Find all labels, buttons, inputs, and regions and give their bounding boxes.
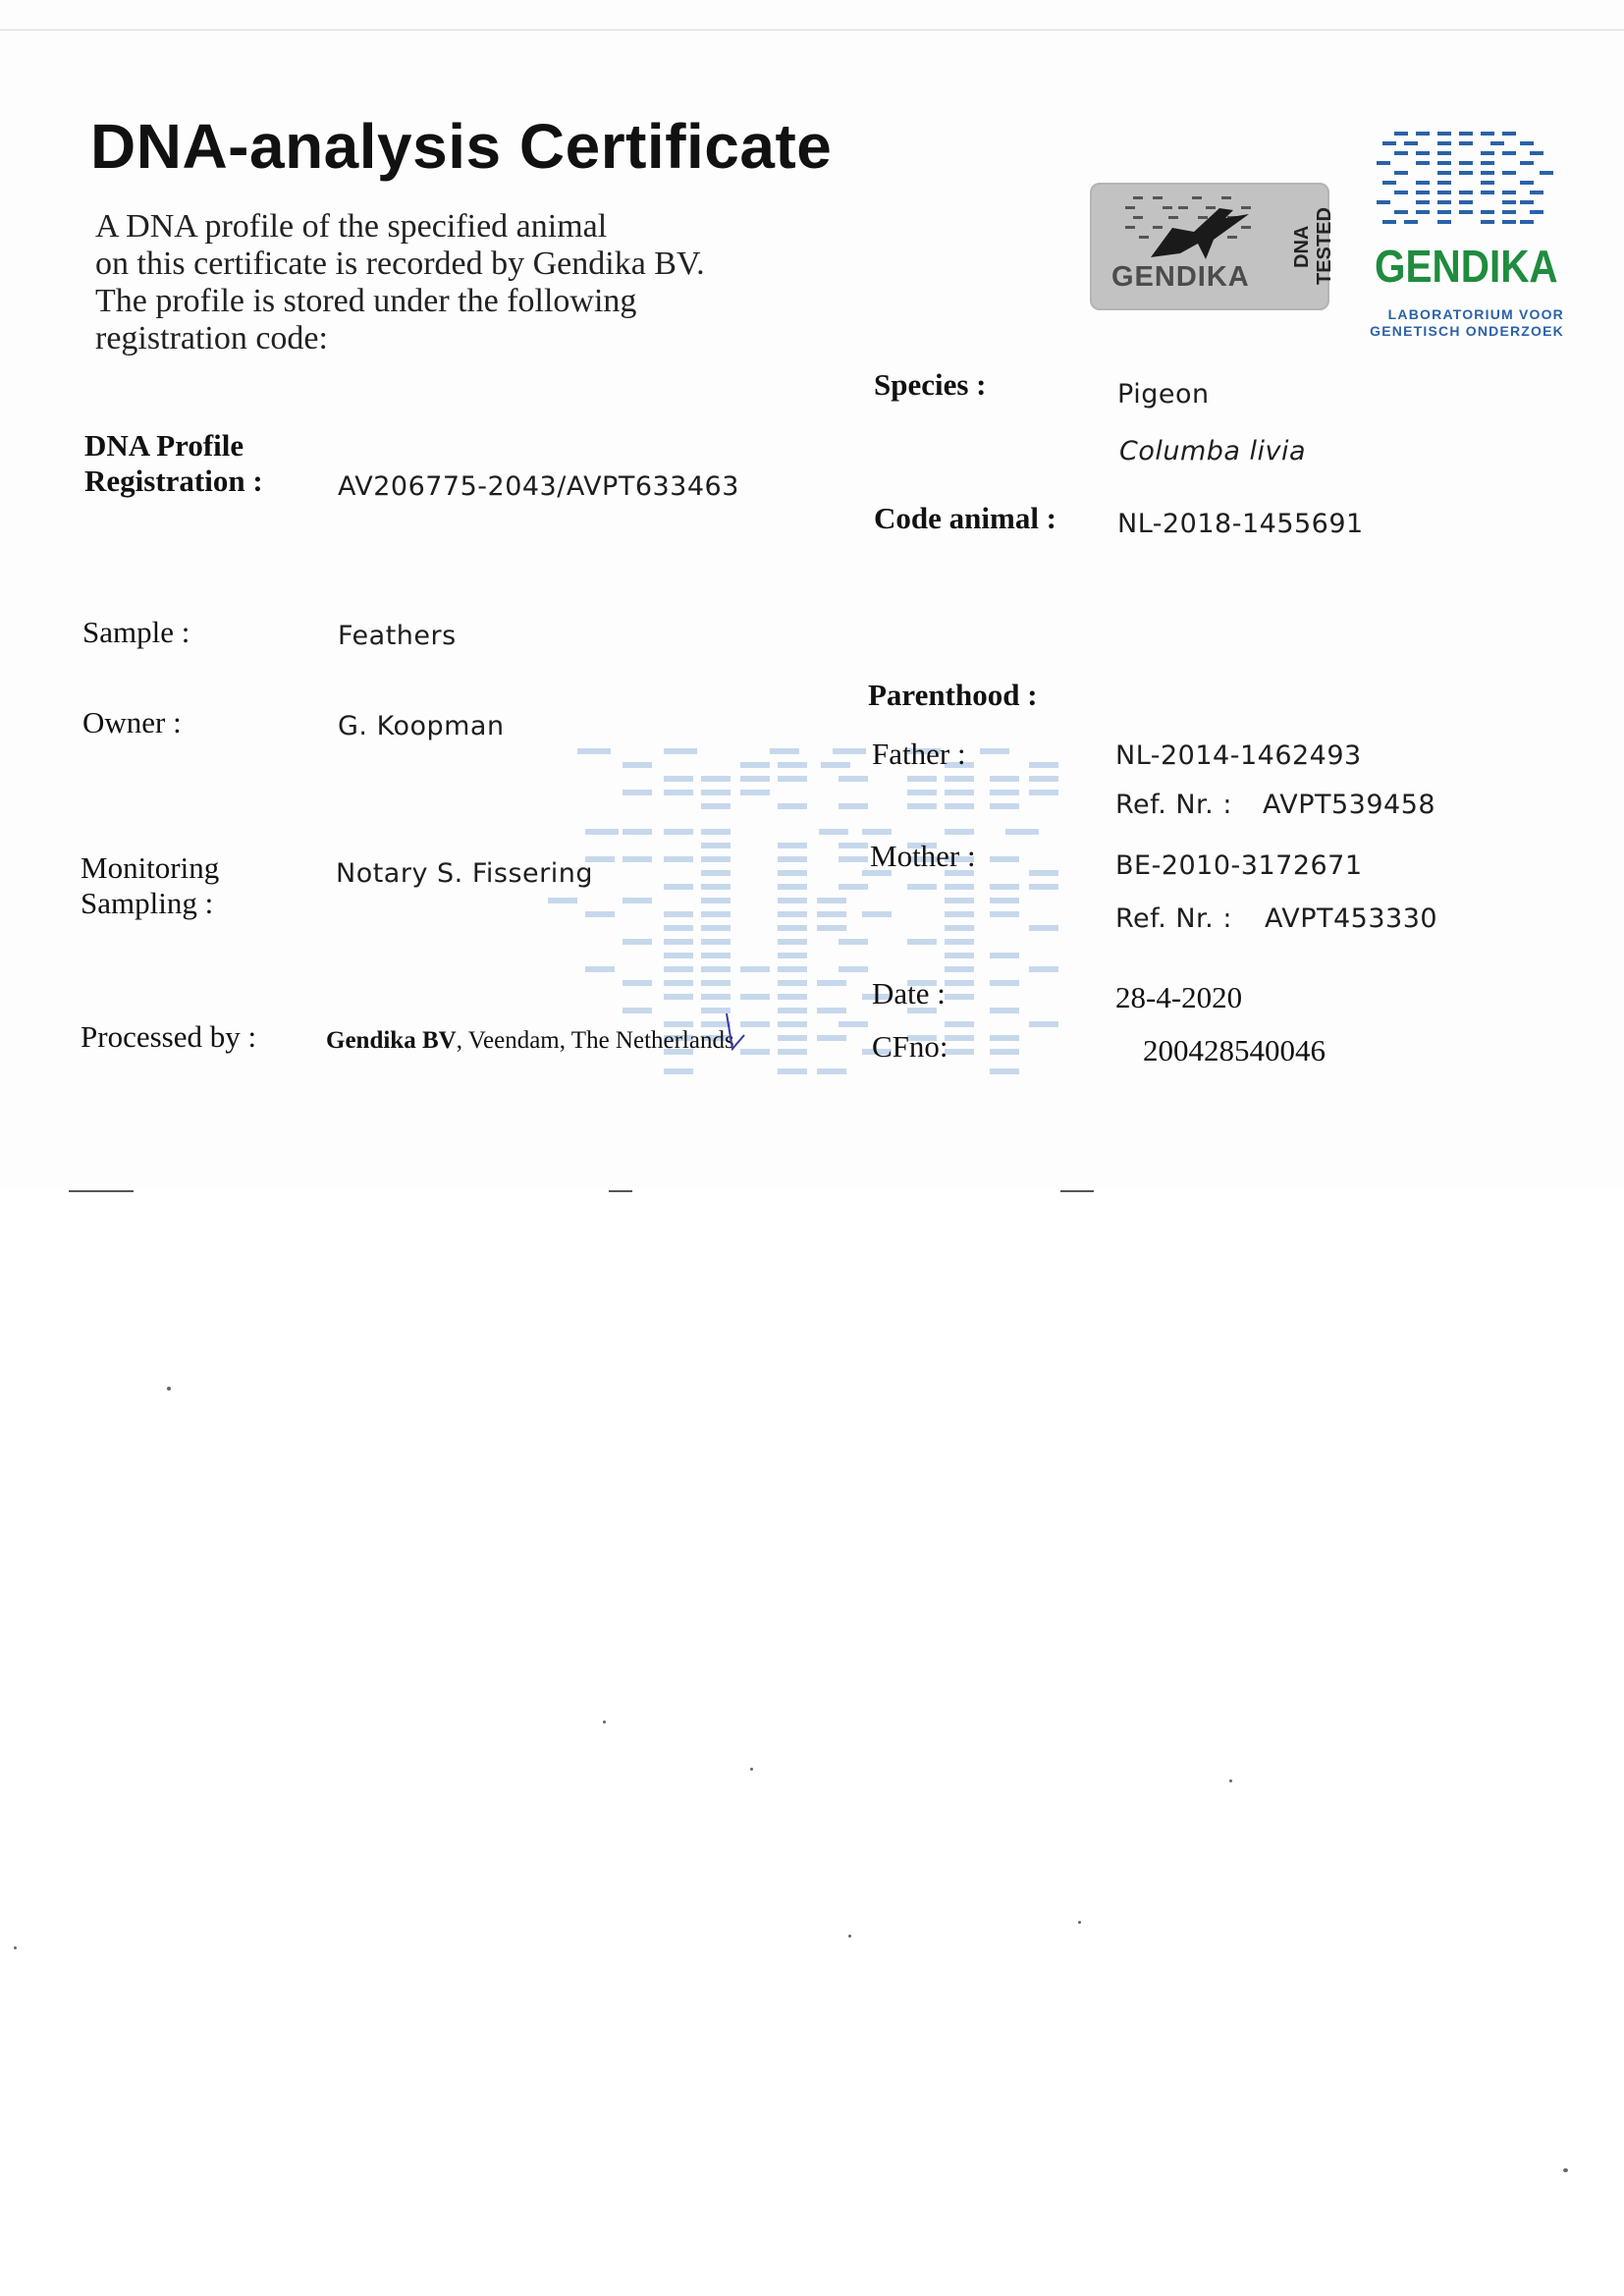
mother-value: BE-2010-3172671: [1115, 850, 1363, 881]
pigeon-silhouette-icon: [1151, 208, 1249, 259]
code-animal-value: NL-2018-1455691: [1117, 509, 1364, 539]
pen-mark-icon: [721, 1011, 750, 1057]
cut-mark: [609, 1190, 632, 1192]
registration-label: Registration :: [84, 464, 263, 498]
date-label: Date :: [872, 976, 946, 1011]
cfno-value: 200428540046: [1143, 1033, 1326, 1067]
monitoring-label: Monitoring: [81, 850, 220, 885]
gendika-logo-subtitle: [1368, 306, 1564, 340]
mother-ref-value: AVPT453330: [1265, 903, 1438, 934]
cfno-label: CFno:: [872, 1029, 948, 1064]
registration-value: AV206775-2043/AVPT633463: [338, 471, 739, 502]
scan-speck: [1229, 1779, 1232, 1782]
intro-line: A DNA profile of the specified animal: [95, 208, 608, 245]
cut-mark: [69, 1190, 134, 1192]
father-ref-value: AVPT539458: [1263, 790, 1436, 820]
scan-speck: [1078, 1921, 1081, 1924]
processed-by-value: [326, 1027, 734, 1055]
species-common-value: Pigeon: [1117, 379, 1210, 410]
processed-by-label: Processed by :: [81, 1019, 257, 1054]
date-value: 28-4-2020: [1115, 980, 1243, 1014]
dna-profile-label: DNA Profile: [84, 428, 244, 463]
gendika-logo-name: GENDIKA: [1375, 241, 1558, 292]
sampling-label: Sampling :: [81, 886, 214, 920]
dna-pattern-icon: [1104, 189, 1280, 267]
logo-subtitle-line: GENETISCH ONDERZOEK: [1370, 323, 1564, 339]
intro-line: on this certificate is recorded by Gendika BV.: [95, 246, 705, 282]
intro-paragraph: [95, 208, 705, 357]
species-label: Species :: [874, 367, 987, 402]
scan-speck: [848, 1935, 851, 1938]
parenthood-label: Parenthood :: [868, 678, 1038, 712]
top-divider: [0, 29, 1624, 30]
father-ref-label: Ref. Nr. :: [1115, 790, 1232, 820]
mother-ref-label: Ref. Nr. :: [1115, 903, 1232, 934]
species-latin-value: Columba livia: [1119, 436, 1307, 466]
father-value: NL-2014-1462493: [1115, 740, 1362, 771]
scan-speck: [750, 1768, 753, 1771]
processed-location: , Veendam, The Netherlands: [456, 1027, 734, 1054]
sample-label: Sample :: [82, 615, 190, 649]
mother-label: Mother :: [870, 839, 976, 873]
sticker-tag: DNA TESTED: [1291, 207, 1335, 286]
scan-speck: [603, 1721, 606, 1723]
sample-value: Feathers: [338, 621, 457, 651]
scan-speck: [14, 1946, 17, 1949]
sticker-brand: GENDIKA: [1111, 261, 1250, 293]
owner-value: G. Koopman: [338, 711, 505, 741]
owner-label: Owner :: [82, 705, 182, 739]
monitoring-value: Notary S. Fissering: [336, 858, 593, 889]
cut-mark: [1060, 1190, 1094, 1192]
intro-line: registration code:: [95, 320, 328, 356]
code-animal-label: Code animal :: [874, 501, 1056, 535]
intro-line: The profile is stored under the following: [95, 283, 637, 319]
certificate-title: DNA-analysis Certificate: [90, 111, 833, 182]
scan-speck: [167, 1387, 171, 1391]
dna-tested-sticker: [1090, 183, 1335, 310]
processed-company: Gendika BV: [326, 1027, 457, 1054]
gendika-logo-icon: [1373, 128, 1559, 234]
father-label: Father :: [872, 737, 966, 771]
logo-subtitle-line: LABORATORIUM VOOR: [1387, 306, 1564, 322]
scan-speck: [1563, 2168, 1568, 2172]
